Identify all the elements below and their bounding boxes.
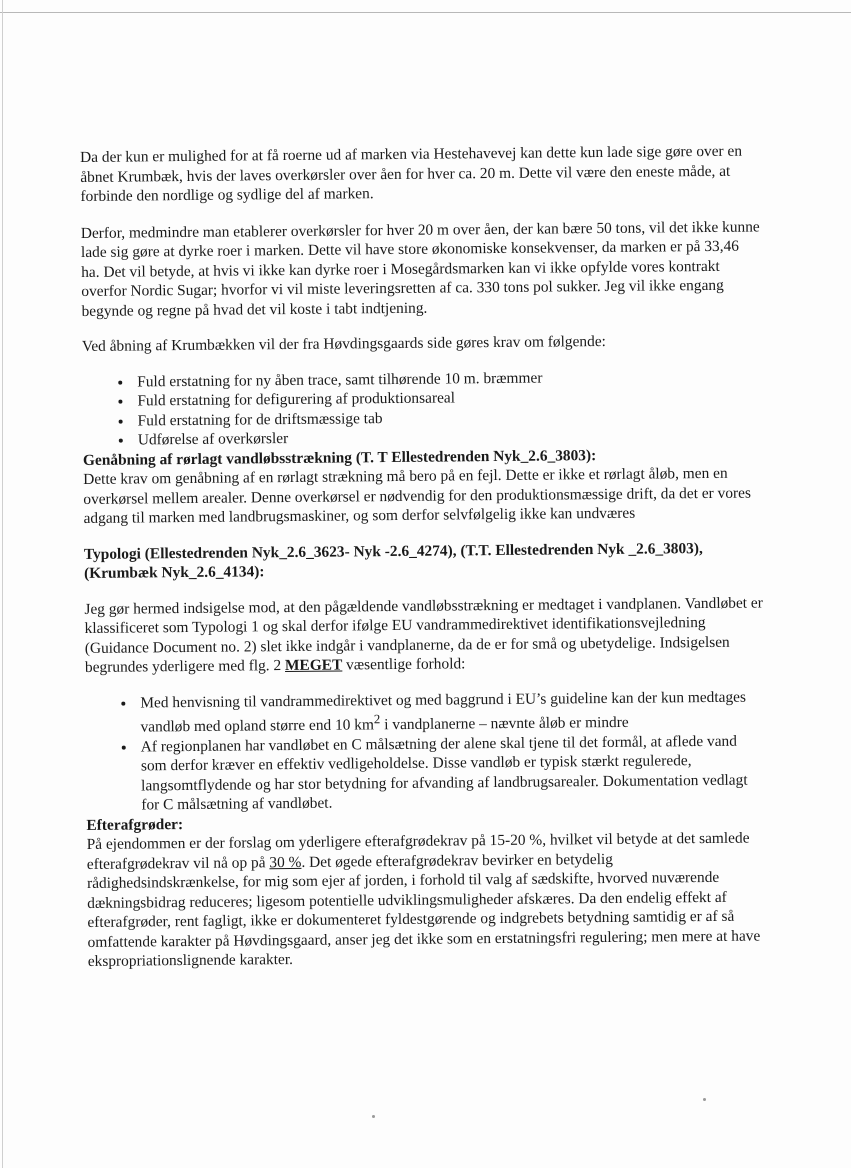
superscript: 2 xyxy=(373,712,381,727)
heading-efterafgroeder: Efterafgrøder: xyxy=(86,815,184,834)
paragraph-indsigelse xyxy=(84,593,765,678)
list-item: • Fuld erstatning for de driftsmæssige tab xyxy=(134,405,763,431)
efterafgroeder-text-end: . Det øgede efterafgrødekrav bevirker en betydelig rådighedsindskrænkelse, for mig som ejer af jorden, i forhold til valg af sædskifte, hvorved nuværende dækningsbidrag reduceres; ligesom potentielle udviklingsmuligheder afskæres. Da den endelig effekt af efterafgrøder, rent fagligt, ikke er dokumenteret fyldestgørende og indgrebets betydning samtidig er af så omfattende karakter på Høvdingsgaard, anser jeg det ikke som en erstatningsfri regulering; men mere at have ekspropriationslignende karakter. xyxy=(86,850,761,971)
paragraph-overkoersler: Derfor, medmindre man etablerer overkørsler for hver 20 m over åen, der kan bære 50 tons, vil det ikke kunne lade sig gøre at dyrke roer i marken. Dette vil have store økonomiske konsekvenser, da marken er på 33,46 ha. Det vil betyde, at hvis vi ikke kan dyrke roer i Mosegårdsmarken kan vi ikke opfylde vores kontrakt overfor Nordic Sugar; hvorfor vi vil miste leveringsretten af ca. 330 tons pol sukker. Jeg vil ikke engang begynde og regne på hvad det vil koste i tabt indtjening. xyxy=(80,217,760,320)
scan-left-edge xyxy=(2,0,3,1168)
list-item xyxy=(136,687,765,737)
document-page xyxy=(80,141,768,971)
emphasis-meget: MEGET xyxy=(284,656,343,675)
reason-text: Med henvisning til vandrammedirektivet og med baggrund i EU’s guideline kan der kun medtages vandløb med opland større end 10 km xyxy=(140,688,747,736)
list-item: • Fuld erstatning for ny åben trace, samt tilhørende 10 m. bræmmer xyxy=(133,366,762,392)
list-item: • Fuld erstatning for defigurering af produktionsareal xyxy=(133,385,762,411)
paragraph-efterafgroeder xyxy=(87,829,768,972)
heading-typologi: Typologi (Ellestedrenden Nyk_2.6_3623- Nyk -2.6_4274), (T.T. Ellestedrenden Nyk _2.6_3803), (Krumbæk Nyk_2.6_4134): xyxy=(83,539,703,582)
reason-text-end: i vandplanerne – nævnte åløb er mindre xyxy=(380,713,629,734)
scan-speck xyxy=(372,1115,375,1118)
reasons-list xyxy=(85,687,766,816)
indsigelse-text-end: væsentlige forhold: xyxy=(342,655,466,674)
list-item: • Af regionplanen har vandløbet en C målsætning der alene skal tjene til det formål, at aflede vand som derfor kræver en effektiv vedligeholdelse. Disse vandløb er typisk stærkt regulerede, langsomtflydende og har stor betydning for afvanding af landbrugsarealer. Dokumentation vedlagt for C målsætning af vandløbet. xyxy=(137,731,767,815)
heading-genaabning: Genåbning af rørlagt vandløbsstrækning (T. T Ellestedrenden Nyk_2.6_3803): xyxy=(82,446,597,469)
paragraph-krav-intro: Ved åbning af Krumbækken vil der fra Høvdingsgaards side gøres krav om følgende: xyxy=(81,332,606,355)
efterafgroeder-text: På ejendommen er der forslag om yderligere efterafgrødekrav på 15-20 %, hvilket vil betyde at det samlede efterafgrødekrav vil nå op på xyxy=(86,829,750,873)
list-item: • Udførelse af overkørsler xyxy=(134,424,763,450)
paragraph-roerne: Da der kun er mulighed for at få roerne ud af marken via Hestehavevej kan dette kun lade sige gøre over en åbnet Krumbæk, hvis der laves overkørsler over åen for hver ca. 20 m. Dette vil være den eneste måde, at forbinde den nordlige og sydlige del af marken. xyxy=(80,142,743,205)
underlined-percentage: 30 % xyxy=(269,853,302,871)
demands-list xyxy=(82,366,763,451)
indsigelse-text: Jeg gør hermed indsigelse mod, at den pågældende vandløbsstrækning er medtaget i vandplanen. Vandløbet er klassificeret som Typologi 1 og skal derfor ifølge EU vandrammedirektivet identifikationsvejledning (Guidance Document no. 2) slet ikke indgår i vandplanerne, da de er for små og ubetydelige. Indsigelsen begrundes yderligere med flg. 2 xyxy=(84,593,763,676)
scan-top-edge xyxy=(0,12,851,13)
scan-speck xyxy=(703,1098,706,1101)
paragraph-genaabning: Dette krav om genåbning af en rørlagt strækning må bero på en fejl. Dette er ikke et rørlagt åløb, men en overkørsel mellem arealer. Denne overkørsel er nødvendig for den produktionsmæssige drift, da det er vores adgang til marken med landbrugsmaskiner, og som derfor selvfølgelig ikke kan undværes xyxy=(83,464,751,527)
